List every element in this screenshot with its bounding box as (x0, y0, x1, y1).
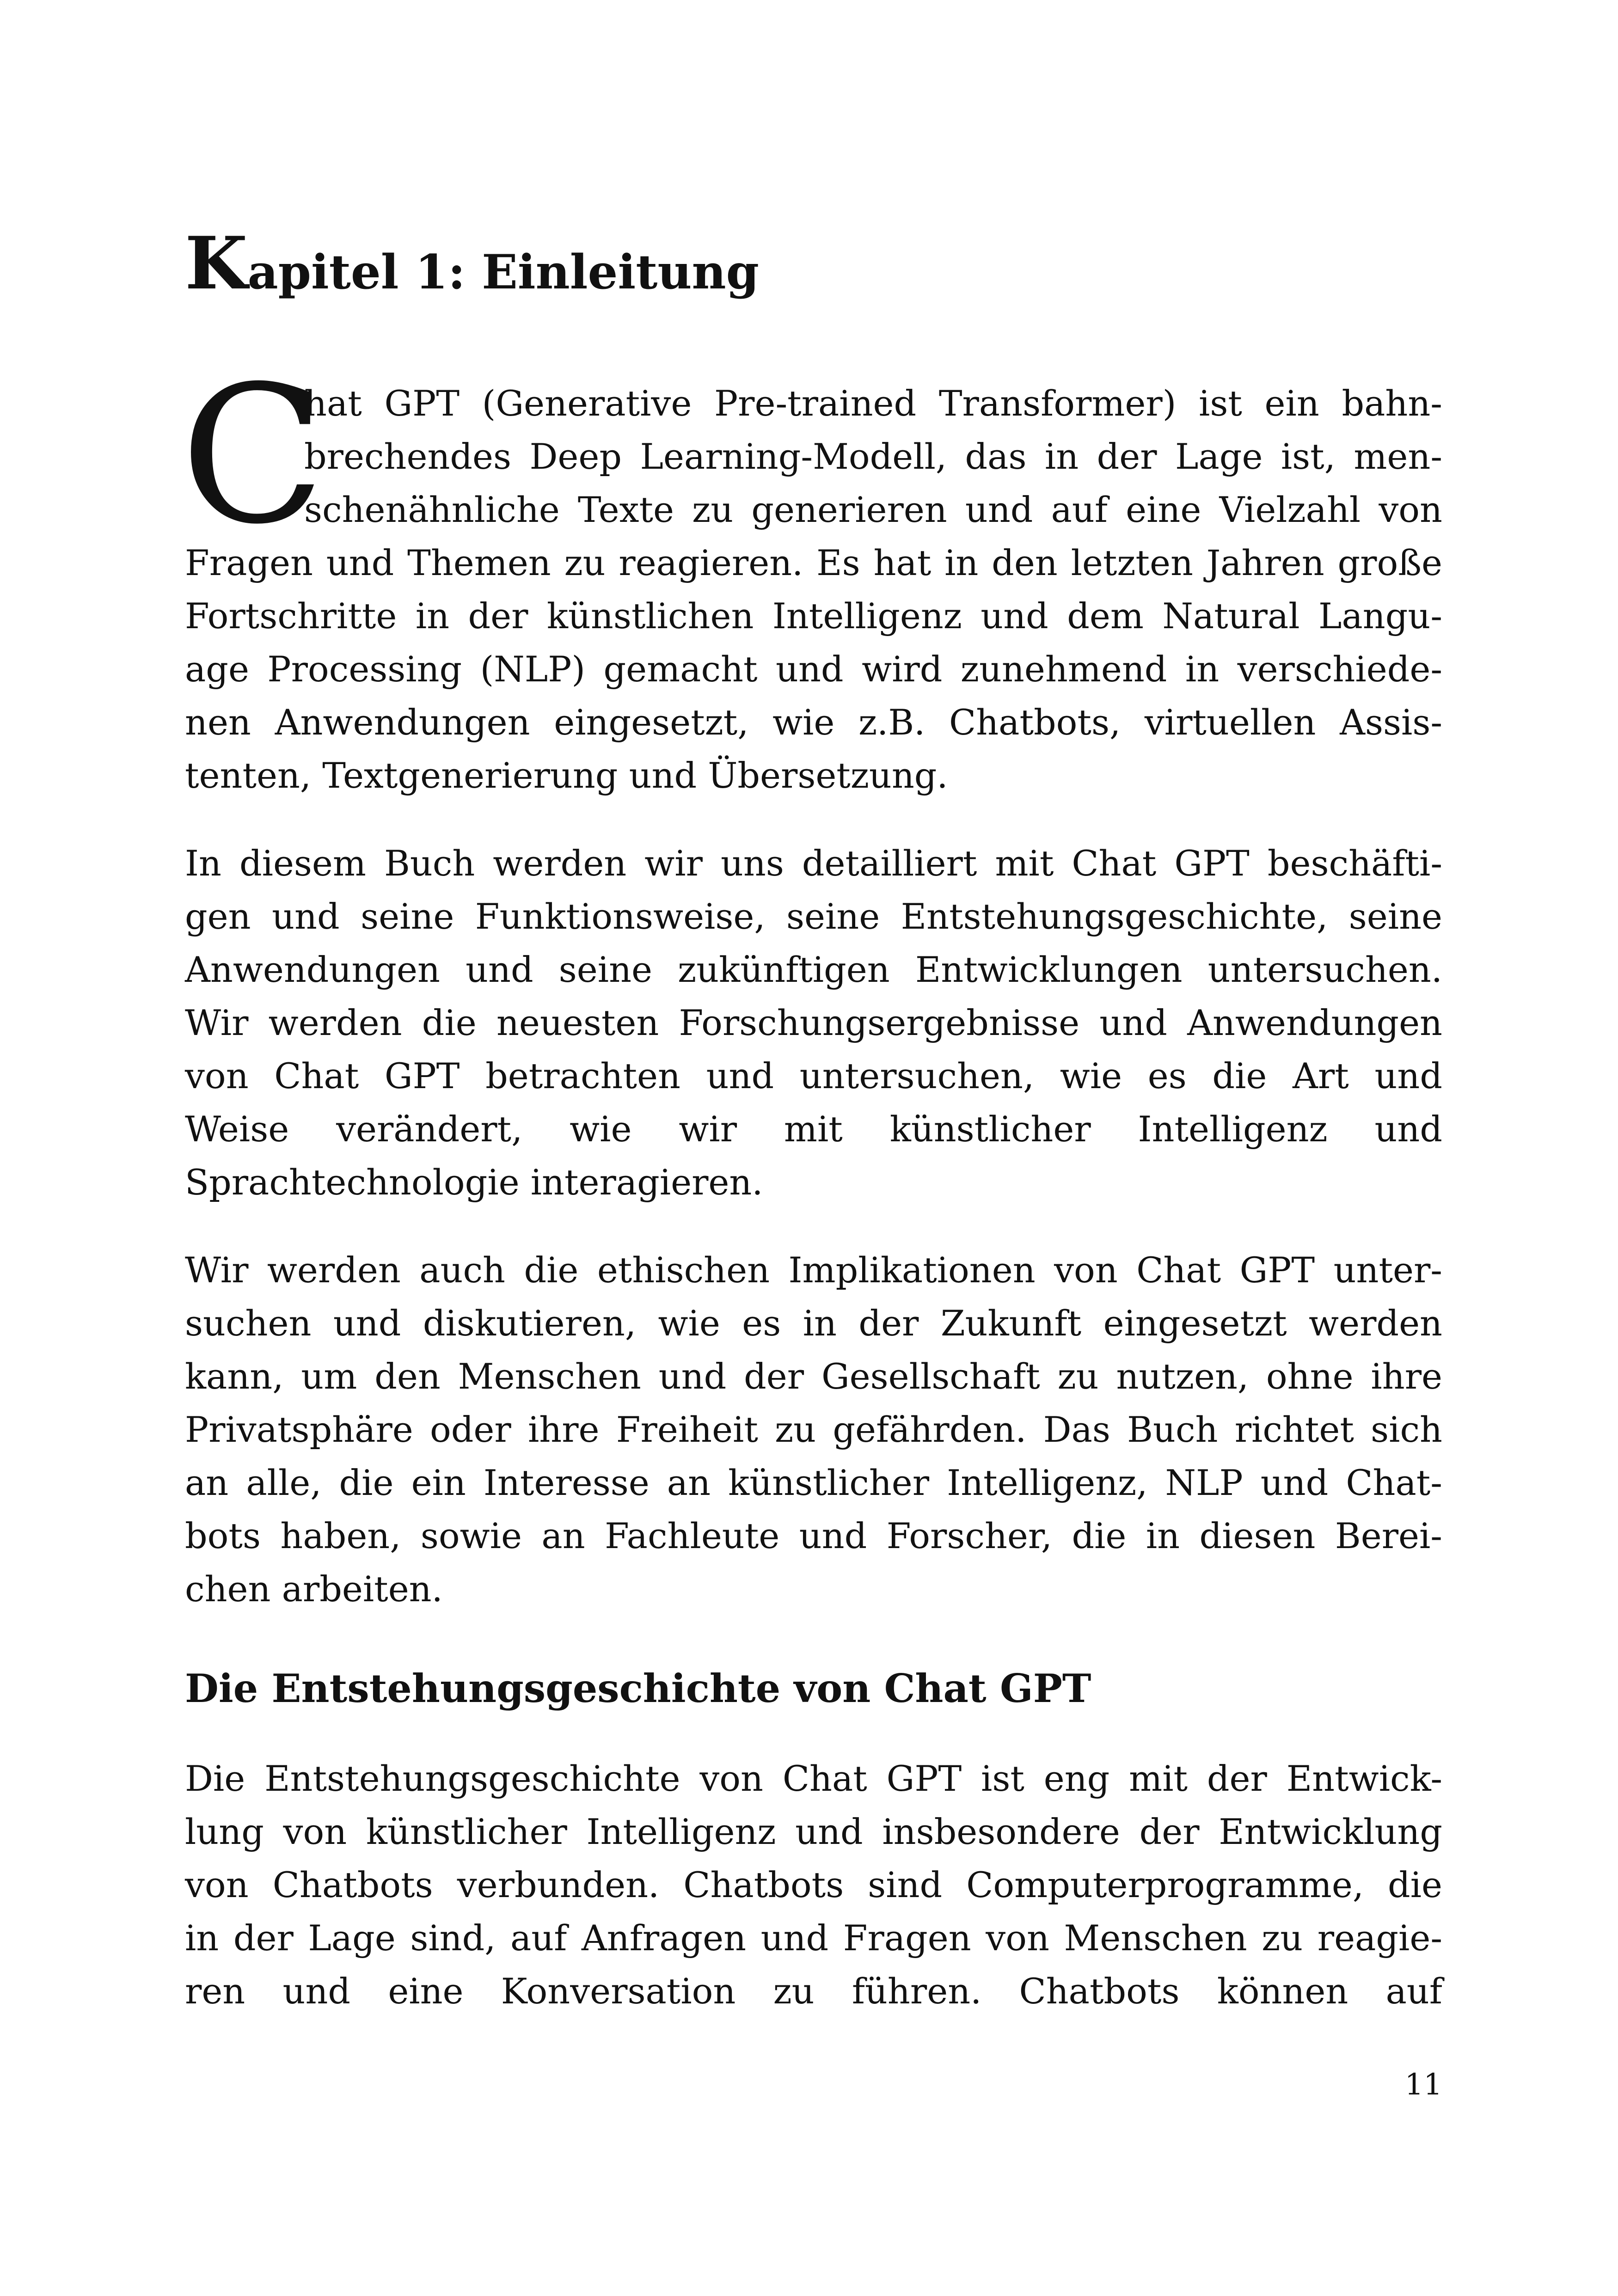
paragraph-line: in der Lage sind, auf Anfragen und Fragen von Menschen zu reagie- (185, 1917, 1442, 1959)
paragraph-line: schenähnliche Texte zu generieren und auf eine Vielzahl von (304, 489, 1442, 530)
paragraph-line: Wir werden die neuesten Forschungsergebnisse und Anwendungen (185, 1002, 1442, 1043)
paragraph-line: Anwendungen und seine zukünftigen Entwicklungen untersuchen. (185, 949, 1442, 990)
paragraph-line: gen und seine Funktionsweise, seine Entstehungsgeschichte, seine (185, 896, 1442, 937)
paragraph-line: an alle, die ein Interesse an künstlicher Intelligenz, NLP und Chat- (185, 1462, 1442, 1503)
paragraph-line: bots haben, sowie an Fachleute und Forscher, die in diesen Berei- (185, 1515, 1442, 1556)
paragraph-line: kann, um den Menschen und der Gesellschaft zu nutzen, ohne ihre (185, 1356, 1442, 1397)
paragraph-line: hat GPT (Generative Pre-trained Transformer) ist ein bahn- (304, 383, 1442, 424)
paragraph-history (185, 1752, 1442, 2018)
book-page (180, 0, 1442, 2296)
paragraph-line: von Chatbots verbunden. Chatbots sind Computerprogramme, die (185, 1864, 1442, 1905)
paragraph-line: suchen und diskutieren, wie es in der Zukunft eingesetzt werden (185, 1303, 1442, 1344)
paragraph-line: age Processing (NLP) gemacht und wird zunehmend in verschiede- (185, 649, 1442, 690)
intro-paragraph (185, 377, 1442, 802)
section-title: Die Entstehungsgeschichte von Chat GPT (185, 1665, 1091, 1711)
paragraph-line: lung von künstlicher Intelligenz und insbesondere der Entwicklung (185, 1811, 1442, 1852)
paragraph-line: In diesem Buch werden wir uns detailliert mit Chat GPT beschäfti- (185, 843, 1442, 884)
paragraph-line: nen Anwendungen eingesetzt, wie z.B. Chatbots, virtuellen Assis- (185, 702, 1442, 743)
paragraph-line: ren und eine Konversation zu führen. Chatbots können auf (185, 1971, 1442, 2012)
paragraph-line: Sprachtechnologie interagieren. (185, 1162, 763, 1203)
paragraph-ethics (185, 1243, 1442, 1616)
chapter-title-initial: K (185, 221, 248, 306)
paragraph-line: chen arbeiten. (185, 1568, 443, 1610)
page-number: 11 (1404, 2068, 1442, 2102)
paragraph-book-overview (185, 837, 1442, 1209)
paragraph-line: brechendes Deep Learning-Modell, das in der Lage ist, men- (304, 436, 1442, 477)
chapter-title-rest: apitel 1: Einleitung (247, 245, 759, 300)
paragraph-line: Die Entstehungsgeschichte von Chat GPT ist eng mit der Entwick- (185, 1758, 1442, 1799)
paragraph-line: Privatsphäre oder ihre Freiheit zu gefährden. Das Buch richtet sich (185, 1409, 1442, 1450)
chapter-title (185, 221, 759, 306)
paragraph-line: von Chat GPT betrachten und untersuchen, wie es die Art und (185, 1055, 1442, 1096)
paragraph-line: tenten, Textgenerierung und Übersetzung. (185, 755, 948, 796)
paragraph-line: Fortschritte in der künstlichen Intelligenz und dem Natural Langu- (185, 595, 1442, 637)
paragraph-line: Weise verändert, wie wir mit künstlicher Intelligenz und (185, 1108, 1442, 1150)
drop-cap: C (180, 345, 325, 566)
paragraph-line: Fragen und Themen zu reagieren. Es hat in den letzten Jahren große (185, 542, 1442, 583)
paragraph-line: Wir werden auch die ethischen Implikationen von Chat GPT unter- (185, 1249, 1442, 1291)
